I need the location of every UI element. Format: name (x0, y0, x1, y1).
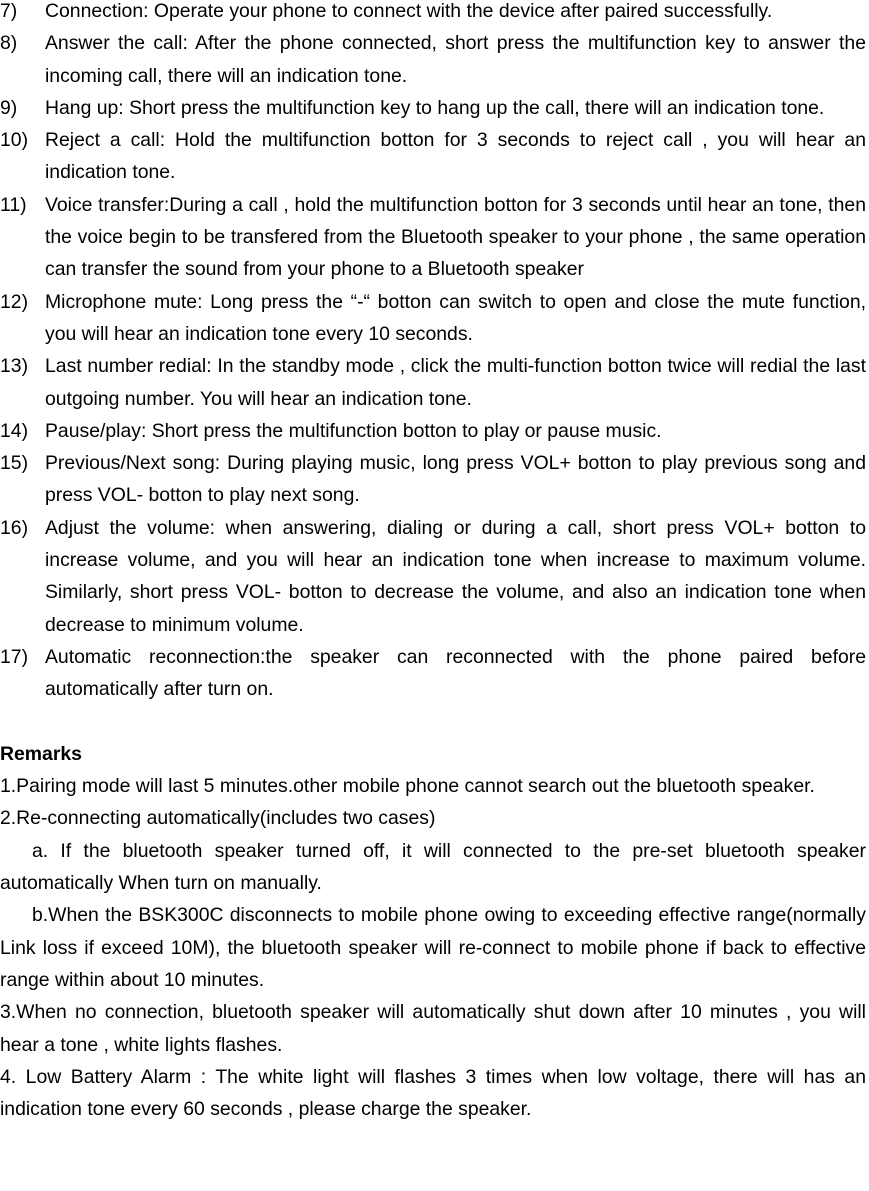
remark-2a: a. If the bluetooth speaker turned off, it will connected to the pre-set bluetooth speaker automatically When turn on manually. (0, 839, 866, 895)
item-number: 16) (0, 516, 29, 539)
list-item-16 (0, 512, 866, 641)
item-text: Reject a call: Hold the multifunction botton for 3 seconds to reject call , you will hear an indication tone. (45, 129, 866, 184)
blank-line (0, 706, 866, 738)
list-item-12 (0, 286, 866, 351)
item-number: 7) (0, 0, 18, 22)
item-text: Pause/play: Short press the multifunction botton to play or pause music. (45, 419, 662, 442)
item-number: 15) (0, 452, 29, 475)
item-number: 12) (0, 290, 29, 313)
item-text: Automatic reconnection:the speaker can reconnected with the phone paired before automatically after turn on. (45, 645, 866, 701)
list-item-11 (0, 189, 866, 286)
item-text: Voice transfer:During a call , hold the multifunction botton for 3 seconds until hear an tone, then the voice begin to be transfered from the Bluetooth speaker to your phone , the same operation can transfer the sound from your phone to a Bluetooth speaker (45, 193, 866, 281)
list-item-8 (0, 27, 866, 92)
item-number: 9) (0, 96, 18, 119)
item-number: 17) (0, 645, 29, 668)
item-text: Microphone mute: Long press the “-“ botton can switch to open and close the mute function, you will hear an indication tone every 10 seconds. (45, 290, 866, 345)
item-number: 11) (0, 193, 27, 216)
remark-2: 2.Re-connecting automatically(includes two cases) (0, 807, 436, 830)
item-text: Connection: Operate your phone to connect with the device after paired successfully. (45, 0, 773, 22)
item-text: Hang up: Short press the multifunction key to hang up the call, there will an indication tone. (45, 96, 825, 119)
list-item-7 (0, 0, 866, 27)
remark-1: 1.Pairing mode will last 5 minutes.other mobile phone cannot search out the bluetooth speaker. (0, 775, 815, 798)
remark-3: 3.When no connection, bluetooth speaker will automatically shut down after 10 minutes , you will hear a tone , white lights flashes. (0, 1001, 866, 1056)
item-text: Adjust the volume: when answering, dialing or during a call, short press VOL+ botton to increase volume, and you will hear an indication tone when increase to maximum volume. Similarly, short press VOL- botton to decrease the volume, and also an indication tone when decrease to minimum volume. (45, 516, 866, 636)
item-text: Last number redial: In the standby mode , click the multi-function botton twice will redial the last outgoing number. You will hear an indication tone. (45, 355, 866, 410)
item-number: 13) (0, 355, 29, 378)
item-text: Answer the call: After the phone connected, short press the multifunction key to answer the incoming call, there will an indication tone. (45, 32, 866, 87)
item-number: 10) (0, 129, 29, 152)
list-item-13 (0, 350, 866, 415)
remarks-heading: Remarks (0, 742, 82, 765)
item-number: 8) (0, 32, 18, 55)
remark-4: 4. Low Battery Alarm : The white light will flashes 3 times when low voltage, there will has an indication tone every 60 seconds , please charge the speaker. (0, 1065, 866, 1121)
list-item-15 (0, 447, 866, 512)
item-text: Previous/Next song: During playing music, long press VOL+ botton to play previous song and press VOL- botton to play next song. (45, 452, 866, 507)
remark-2b: b.When the BSK300C disconnects to mobile phone owing to exceeding effective range(normally Link loss if exceed 10M), the bluetooth speaker will re-connect to mobile phone if back to effective range within about 10 minutes. (0, 904, 866, 991)
list-item-9 (0, 92, 866, 124)
list-item-10 (0, 124, 866, 189)
list-item-14 (0, 415, 866, 447)
item-number: 14) (0, 419, 29, 442)
list-item-17 (0, 641, 866, 706)
